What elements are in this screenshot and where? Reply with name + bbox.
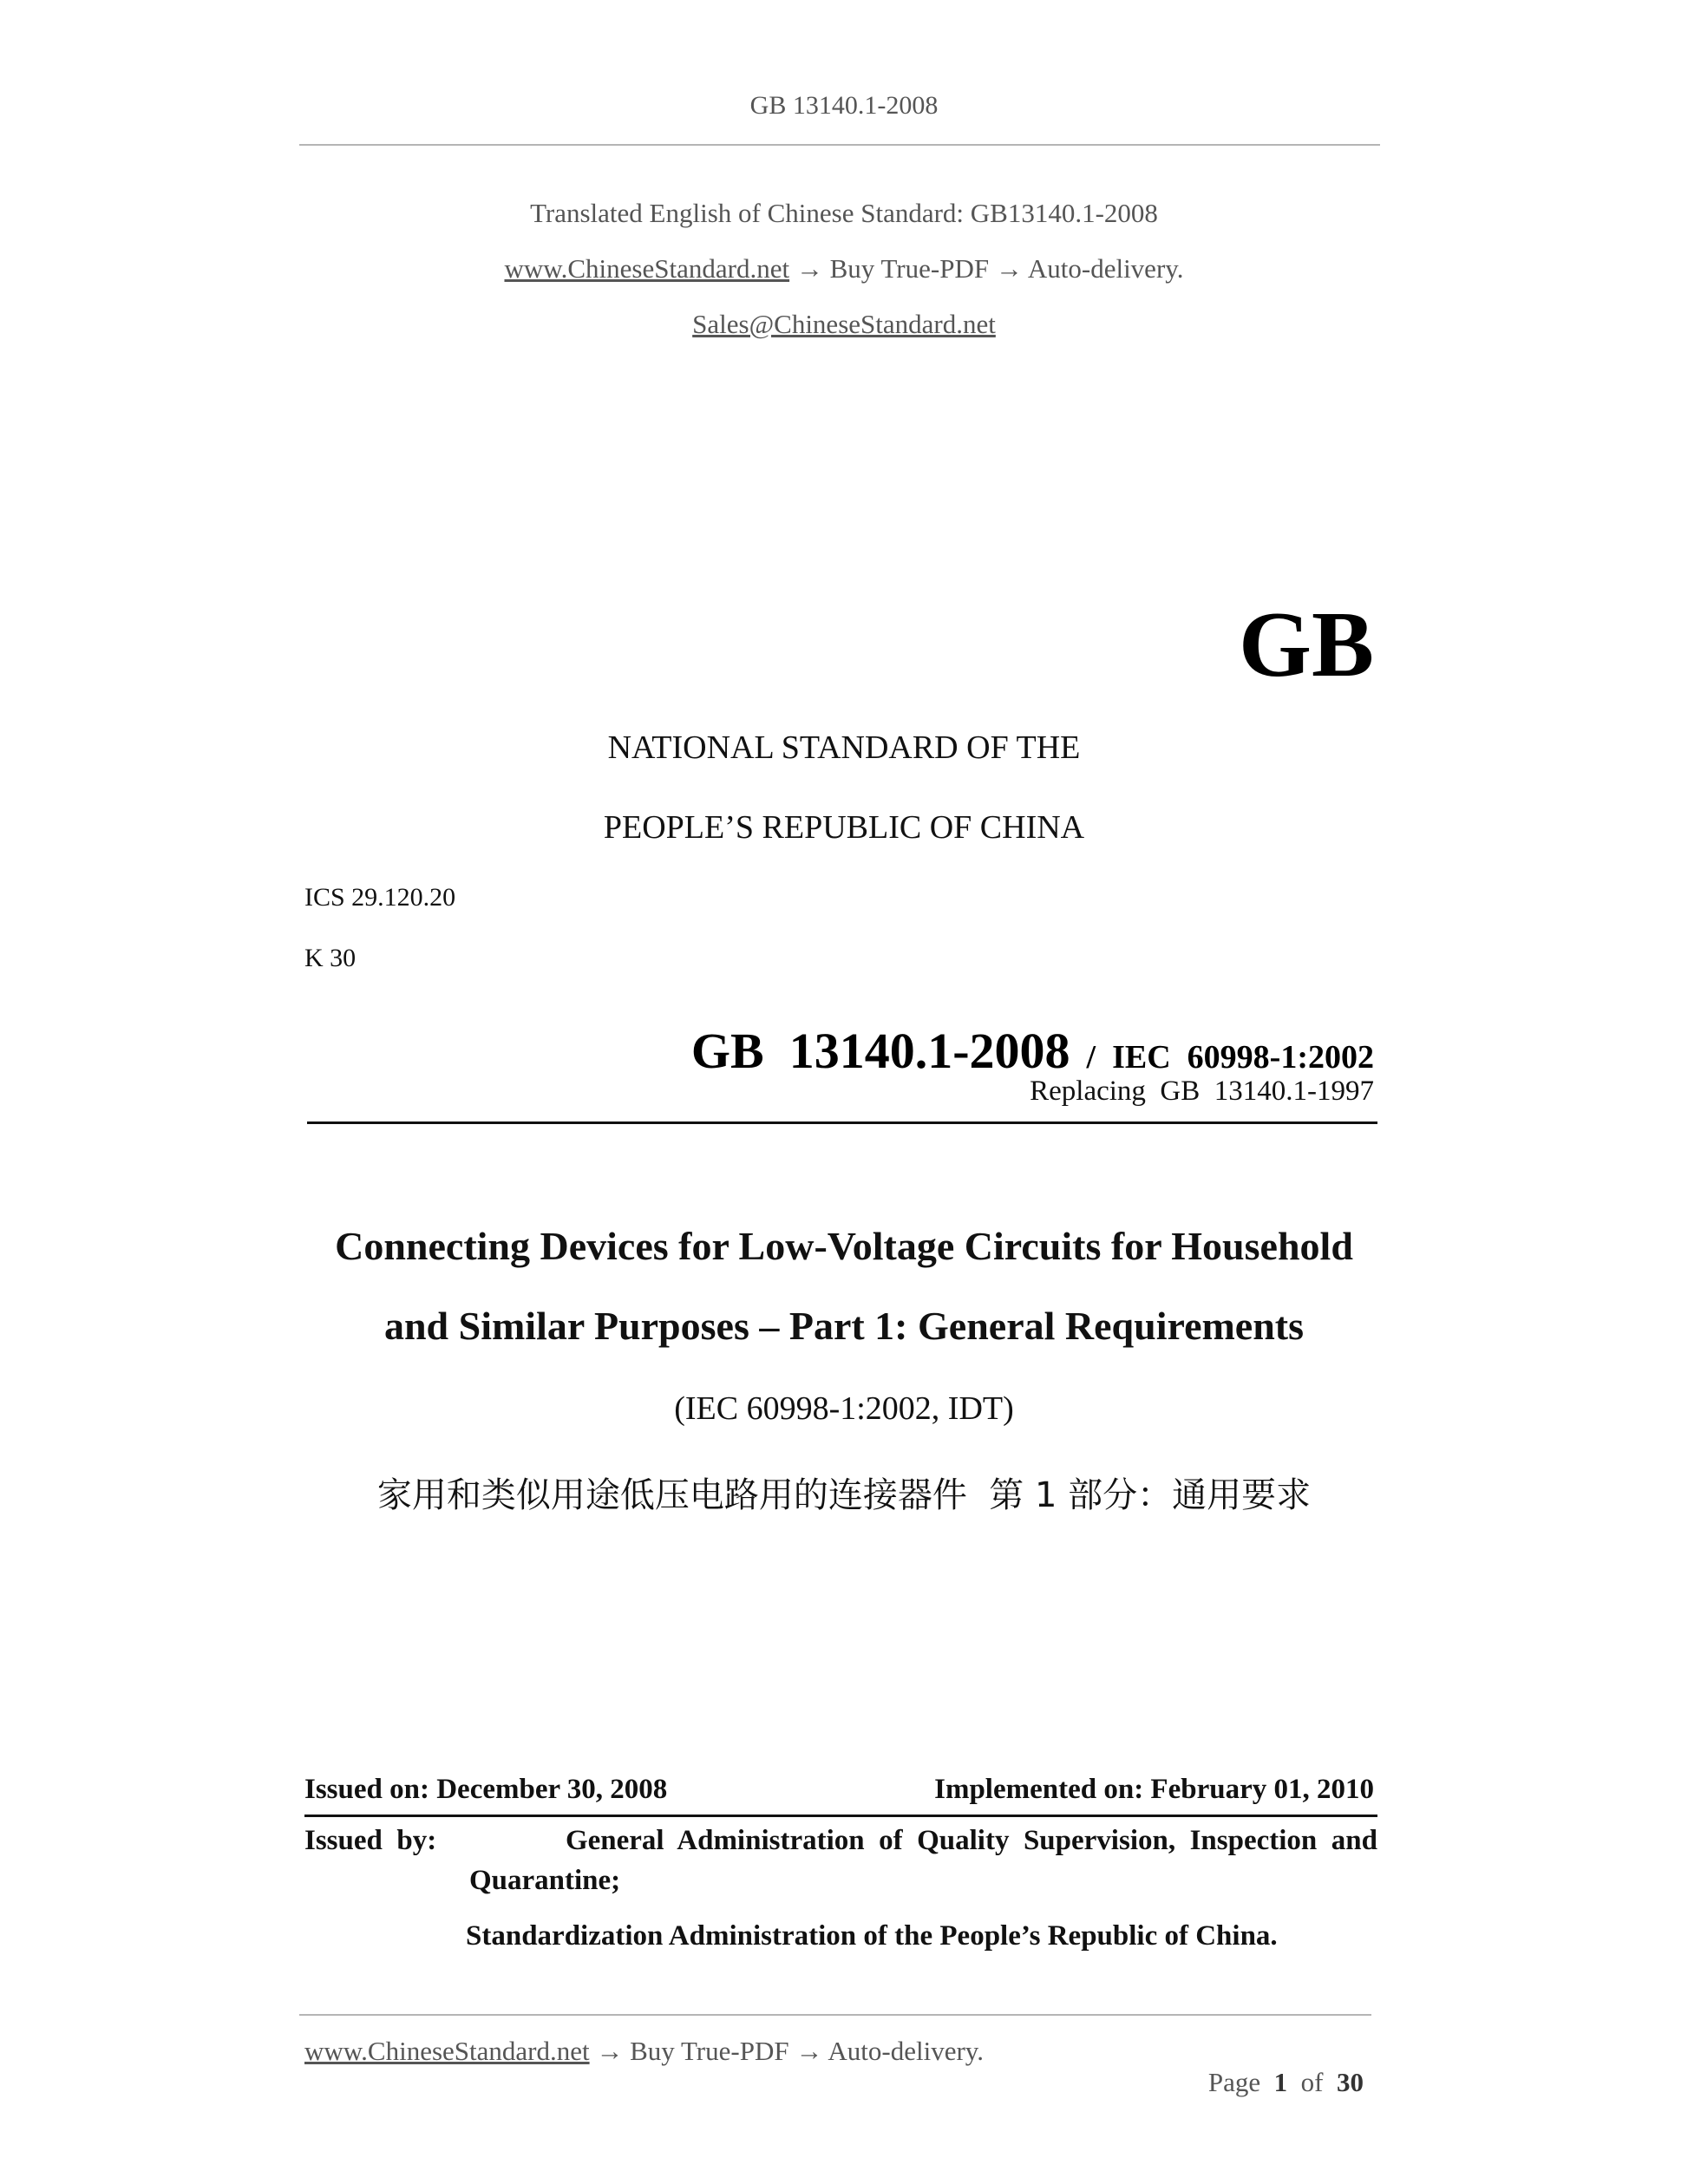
footer-divider	[299, 2014, 1371, 2016]
title-line-2: and Similar Purposes – Part 1: General Requirements	[383, 1304, 1305, 1348]
issued-by-label: Issued by:	[304, 1825, 437, 1856]
standard-divider	[307, 1121, 1377, 1124]
auto-delivery-text: Auto-delivery.	[1027, 253, 1184, 284]
footer-buy-text: Buy True-PDF	[630, 2036, 789, 2066]
page-total: 30	[1337, 2067, 1364, 2097]
replacing-line: Replacing GB 13140.1-1997	[1030, 1076, 1374, 1107]
standard-number: GB 13140.1-2008	[690, 1023, 1070, 1079]
header-divider	[299, 144, 1380, 146]
issued-by-org-1: General Administration of Quality Supervision, Inspection and	[565, 1825, 1377, 1856]
intro-email-line	[0, 309, 1688, 340]
standard-separator: /	[1086, 1039, 1096, 1076]
arrow-right-icon: →	[795, 253, 823, 284]
arrow-right-icon: →	[795, 2036, 823, 2066]
page-number: 1	[1273, 2067, 1288, 2097]
k-code: K 30	[304, 944, 357, 972]
iec-number: IEC 60998-1:2002	[1112, 1039, 1374, 1076]
intro-translated-line: Translated English of Chinese Standard: GB13140.1-2008	[530, 198, 1158, 228]
ics-code: ICS 29.120.20	[304, 883, 456, 912]
issued-by-org-1b: Quarantine;	[469, 1865, 621, 1896]
issued-by-org-2: Standardization Administration of the People’s Republic of China.	[466, 1920, 1278, 1952]
arrow-right-icon: →	[596, 2036, 624, 2066]
of-label: of	[1300, 2067, 1324, 2097]
sales-email-link[interactable]: Sales@ChineseStandard.net	[692, 309, 996, 339]
implemented-on: Implemented on: February 01, 2010	[934, 1774, 1374, 1805]
chinese-title: 家用和类似用途低压电路用的连接器件 第 1 部分：通用要求	[376, 1475, 1312, 1515]
issued-on: Issued on: December 30, 2008	[304, 1774, 668, 1805]
page-label: Page	[1207, 2067, 1261, 2097]
footer-delivery-text: Auto-delivery.	[828, 2036, 985, 2066]
issue-divider	[304, 1815, 1377, 1817]
national-standard-line-2: PEOPLE’S REPUBLIC OF CHINA	[603, 809, 1085, 846]
title-line-1: Connecting Devices for Low-Voltage Circuits for Household	[335, 1224, 1353, 1268]
page-indicator	[1194, 2036, 1364, 2098]
iec-idt-line: (IEC 60998-1:2002, IDT)	[674, 1390, 1014, 1427]
gb-mark: GB	[1238, 593, 1374, 696]
site-link[interactable]: www.ChineseStandard.net	[504, 253, 790, 284]
intro-buy-line	[0, 253, 1688, 284]
running-header	[0, 91, 1688, 121]
buy-true-pdf-text: Buy True-PDF	[829, 253, 990, 284]
header-doc-code: GB 13140.1-2008	[749, 91, 939, 120]
arrow-right-icon: →	[995, 253, 1023, 284]
footer-buy-line	[304, 2036, 984, 2067]
standard-number-line	[684, 1006, 1374, 1080]
footer-site-link[interactable]: www.ChineseStandard.net	[304, 2036, 590, 2066]
national-standard-line-1: NATIONAL STANDARD OF THE	[607, 729, 1081, 766]
